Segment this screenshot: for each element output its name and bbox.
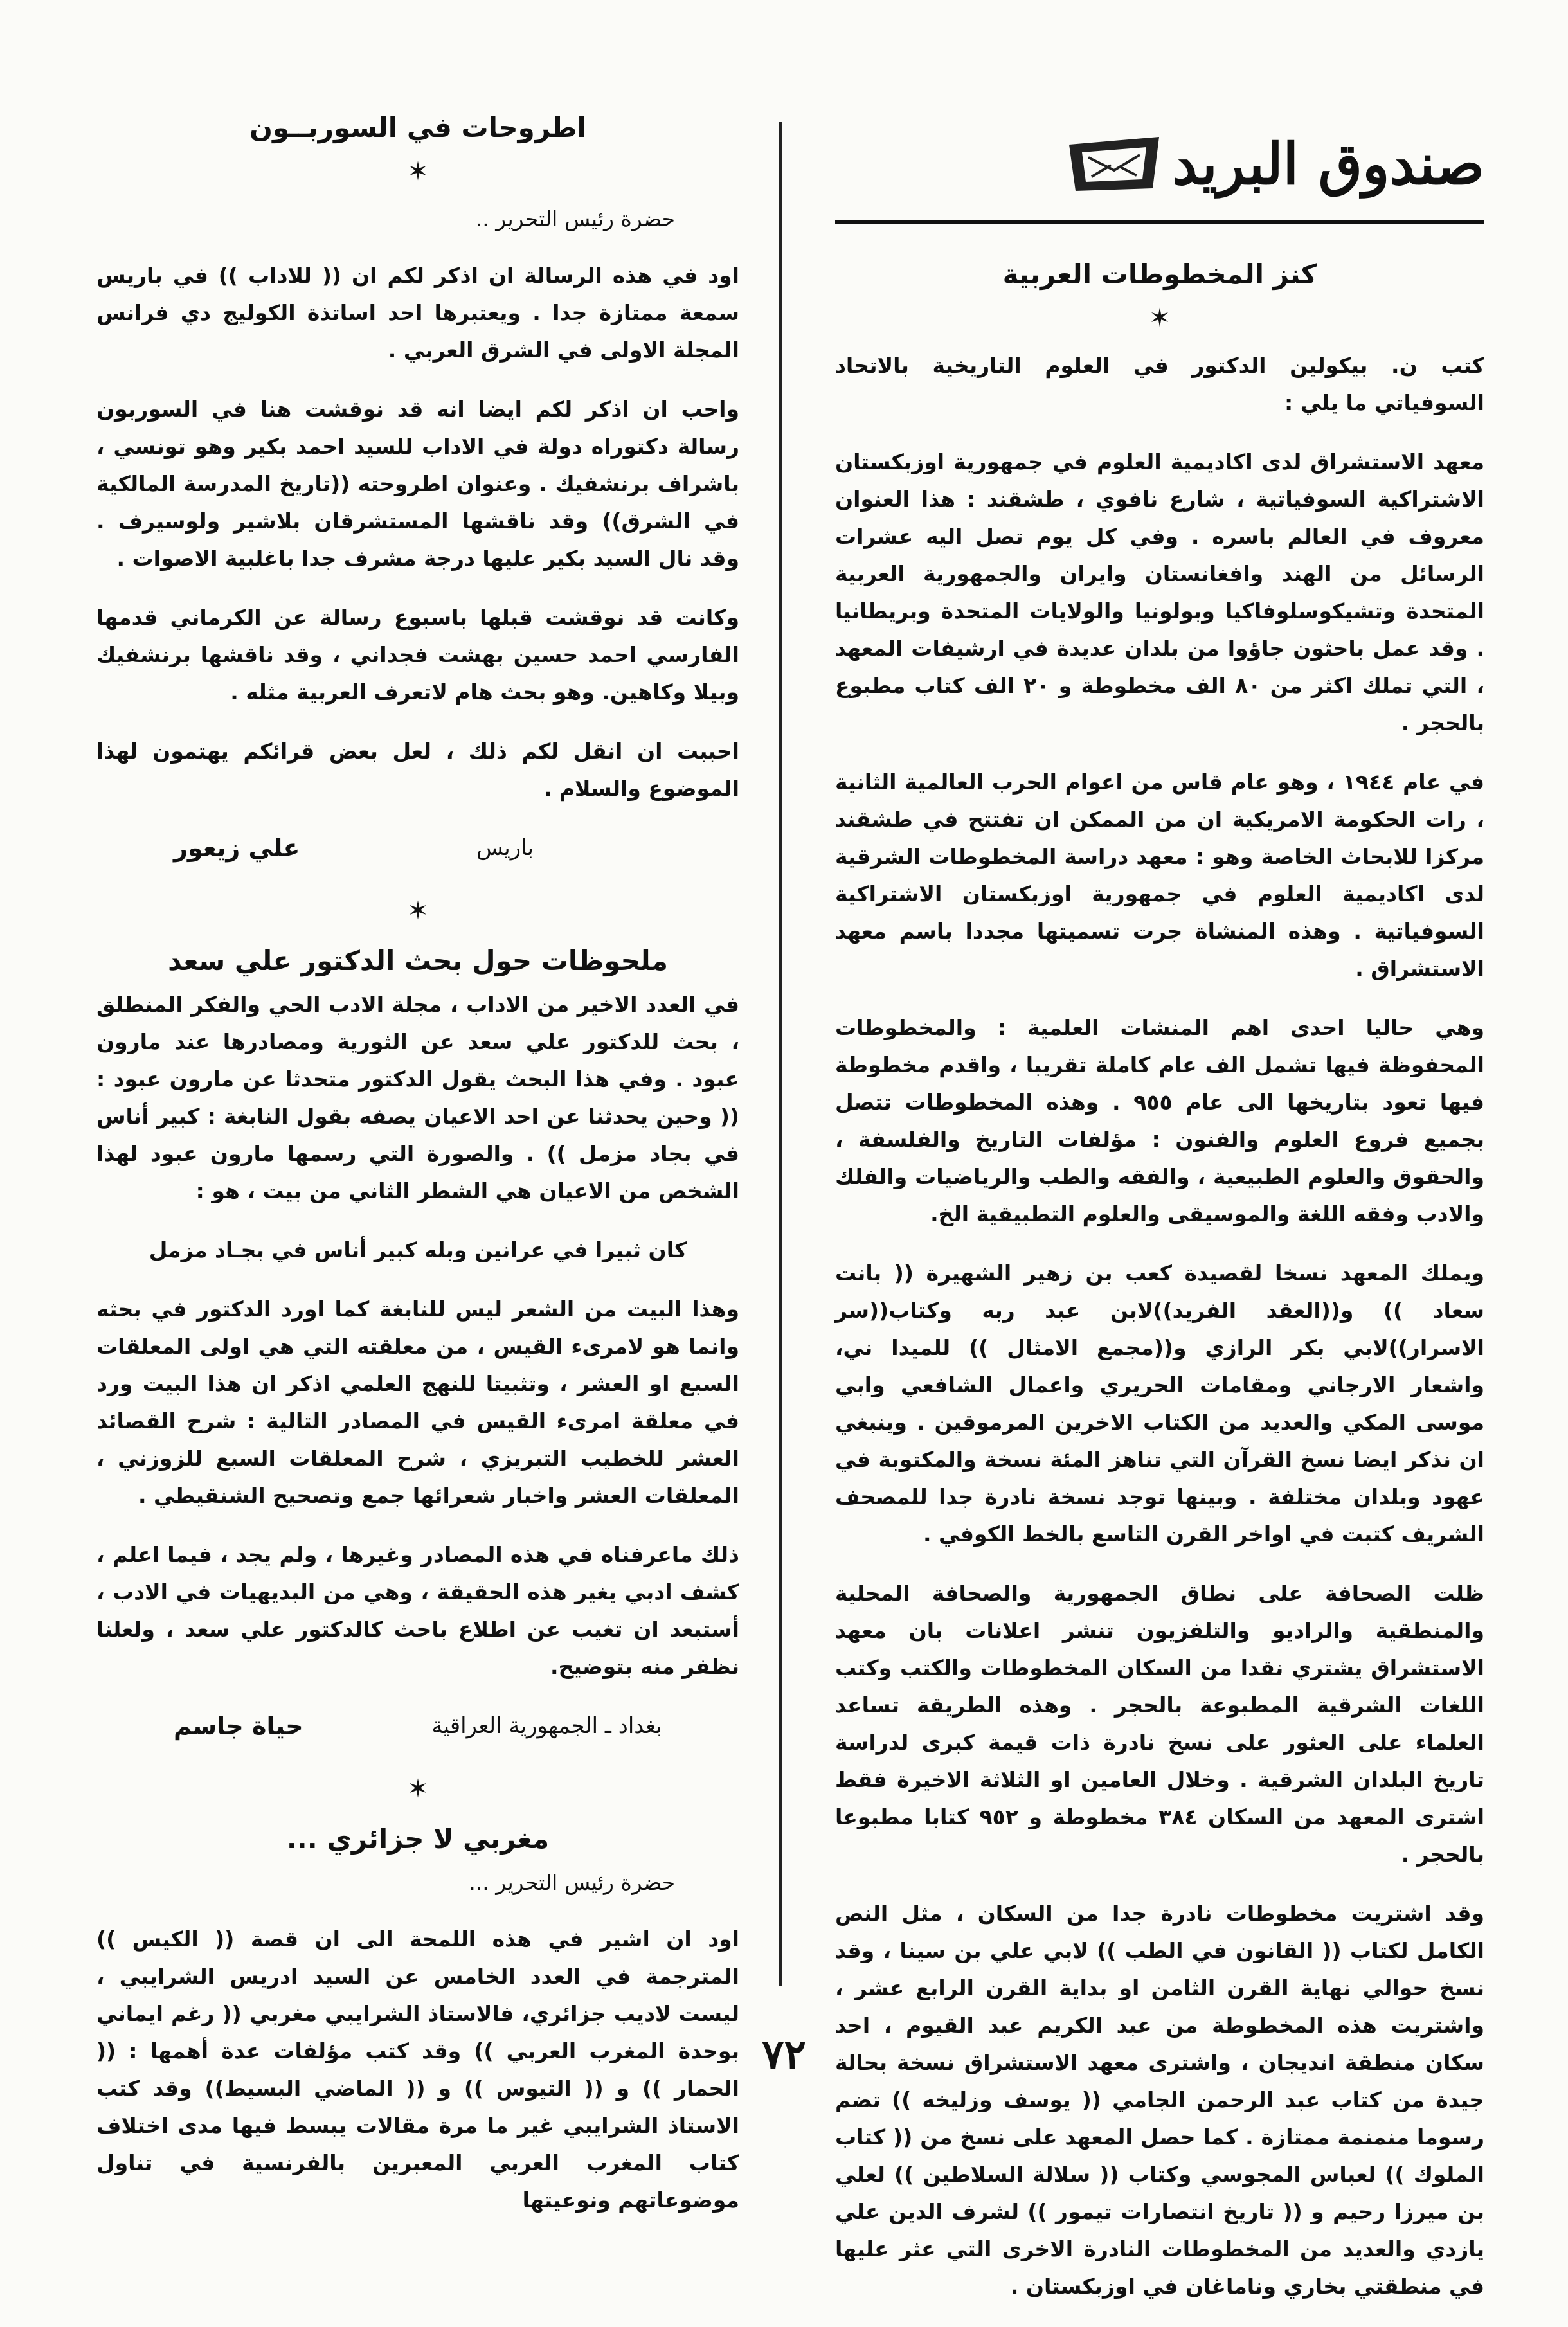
salutation: حضرة رئيس التحرير ..	[475, 206, 675, 231]
poem-verse: كان ثبيرا في عرانين وبله كبير أناس في بجـاد مزمل	[149, 1237, 687, 1262]
signature-author: حياة جاسم	[174, 1712, 303, 1740]
left-column	[96, 96, 739, 2241]
right-column	[835, 96, 1484, 2327]
star-icon: ✶	[407, 157, 429, 186]
signature	[96, 829, 739, 867]
paragraph: اود ان اشير في هذه اللمحة الى ان قصة (( الكيس )) المترجمة في العدد الخامس عن السيد ادريس الشرايبي ، ليست لاديب جزائري، فالاستاذ الشرايبي مغربي (( رغم ايماني بوحدة المغرب العربي )) وقد كتب مؤلفات عدة أهمها : (( الحمار )) و (( التيوس )) و (( الماضي البسيط)) وقد كتب الاستاذ الشرايبي غير ما مرة مقالات يبسط فيها مدى اختلاف كتاب المغرب العربي المعبرين بالفرنسية في تناول موضوعاتهم ونوعيتها	[96, 1927, 739, 2213]
signature-place: باريس	[476, 835, 534, 861]
signature-place: بغداد ـ الجمهورية العراقية	[431, 1713, 662, 1739]
paragraph: وهذا البيت من الشعر ليس للنابغة كما اورد الدكتور في بحثه وانما هو لامرىء القيس ، من معلقته التي هي اولى المعلقات السبع او العشر ، وتثبيتا للنهج العلمي اذكر ان هذا البيت ورد في معلقة امرىء القيس في المصادر التالية : شرح القصائد العشر للخطيب التبريزي ، شرح المعلقات السبع للزوزني ، المعلقات العشر واخبار شعرائها جمع وتصحيح الشنقيطي .	[96, 1297, 739, 1508]
masthead-rule	[835, 220, 1484, 224]
article-intro: كتب ن. بيكولين الدكتور في العلوم التاريخية بالاتحاد السوفياتي ما يلي :	[835, 353, 1484, 415]
paragraph: معهد الاستشراق لدى اكاديمية العلوم في جمهورية اوزبكستان الاشتراكية السوفياتية ، شارع نافوي ، طشقند : هذا العنوان معروف في العالم باسره . وفي كل يوم تصل اليه عشرات الرسائل من الهند وافغانستان وايران والجمهورية العربية المتحدة وتشيكوسلوفاكيا وبولونيا والولايات المتحدة وبريطانيا . وقد عمل باحثون جاؤوا من بلدان عديدة في ارشيفات المعهد ، التي تملك اكثر من ٨٠ الف مخطوطة و ٢٠ الف كتاب مطبوع بالحجر .	[835, 449, 1484, 735]
article-title-notes: ملحوظات حول بحث الدكتور علي سعد	[167, 945, 669, 976]
masthead	[835, 109, 1484, 219]
paragraph: في العدد الاخير من الاداب ، مجلة الادب الحي والفكر المنطلق ، بحث للدكتور علي سعد عن الثورية ومصادرها عند مارون عبود . وفي هذا البحث يقول الدكتور متحدثا عن مارون عبود : (( وحين يحدثنا عن احد الاعيان يصفه بقول النابغة : كبير أناس في بجاد مزمل )) . والصورة التي رسمها مارون عبود لهذا الشخص من الاعيان هي الشطر الثاني من بيت ، هو :	[96, 992, 739, 1203]
paragraph: ظلت الصحافة على نطاق الجمهورية والصحافة المحلية والمنطقية والراديو والتلفزيون تنشر اعلانات بان معهد الاستشراق يشتري نقدا من السكان المخطوطات والكتب وكتب اللغات الشرقية المطبوعة بالحجر . وهذه الطريقة تساعد العلماء على العثور على نسخ نادرة ذات قيمة كبرى لدراسة تاريخ البلدان الشرقية . وخلال العامين او الثلاثة الاخيرة فقط اشترى المعهد من السكان ٣٨٤ مخطوطة و ٩٥٢ كتابا مطبوعا بالحجر .	[835, 1581, 1485, 1867]
star-icon: ✶	[407, 1774, 429, 1804]
star-icon: ✶	[1149, 303, 1171, 333]
page-number: ٧٢	[762, 2031, 806, 2079]
paragraph: في عام ١٩٤٤ ، وهو عام قاس من اعوام الحرب العالمية الثانية ، رات الحكومة الامريكية ان من الممكن ان تفتتح في طشقند مركزا للابحاث الخاصة وهو : معهد دراسة المخطوطات الشرقية لدى اكاديمية العلوم في جمهورية اوزبكستان الاشتراكية السوفياتية . وهذه المنشاة جرت تسميتها مجددا باسم معهد الاستشراق .	[835, 769, 1484, 981]
masthead-title: صندوق البريد	[1172, 130, 1484, 197]
paragraph: ذلك ماعرفناه في هذه المصادر وغيرها ، ولم يجد ، فيما اعلم ، كشف ادبي يغير هذه الحقيقة ، وهي من البديهيات في الادب ، أستبعد ان تغيب عن اطلاع باحث كالدكتور علي سعد ، ولعلنا نظفر منه بتوضيح.	[96, 1542, 739, 1679]
manuscripts-body	[835, 444, 1484, 2305]
paragraph: ويملك المعهد نسخا لقصيدة كعب بن زهير الشهيرة (( بانت سعاد )) و((العقد الفريد))لابن عبد ربه وكتاب((سر الاسرار))لابي بكر الرازي و((مجمع الامثال )) للميدا ني، واشعار الارجاني ومقامات الحريري واعمال الشافعي وابي موسى المكي والعديد من الكتاب الاخرين المرموقين . وينبغي ان نذكر ايضا نسخ القرآن التي تناهز المئة نسخة والمكتوبة في عهود وبلدان مختلفة . وبينها توجد نسخة نادرة جدا للمصحف الشريف كتبت في اواخر القرن التاسع بالخط الكوفي .	[835, 1261, 1484, 1547]
paragraph: وقد اشتريت مخطوطات نادرة جدا من السكان ، مثل النص الكامل لكتاب (( القانون في الطب )) لابي علي بن سينا ، وقد نسخ حوالي نهاية القرن الثامن او بداية القرن الرابع عشر ، واشتريت هذه المخطوطة من عبد الكريم عبد القيوم ، احد سكان منطقة انديجان ، واشترى معهد الاستشراق نسخة بحالة جيدة من كتاب عبد الرحمن الجامي (( يوسف وزليخه )) تضم رسوما منمنمة ممتازة . كما حصل المعهد على نسخ من (( كتاب الملوك )) لعباس المجوسي وكتاب (( سلالة السلاطين )) لعلي بن ميرزا رحيم و (( تاريخ انتصارات تيمور )) لشرف الدين علي يازدي والعديد من المخطوطات النادرة الاخرى التي عثر عليها في منطقتي بخاري وناماغان في اوزبكستان .	[835, 1901, 1484, 2299]
paragraph: وكانت قد نوقشت قبلها باسبوع رسالة عن الكرماني قدمها الفارسي احمد حسين بهشت فجداني ، وقد ناقشها برنشفيك وبيلا وكاهين. وهو بحث هام لاتعرف العربية مثله .	[96, 605, 739, 705]
paragraph: احببت ان انقل لكم ذلك ، لعل بعض قرائكم يهتمون لهذا الموضوع والسلام .	[96, 739, 739, 801]
signature-author: علي زيعور	[174, 834, 300, 862]
envelope-ornament-icon	[1063, 132, 1166, 196]
paragraph: اود في هذه الرسالة ان اذكر لكم ان (( للاداب )) في باريس سمعة ممتازة جدا . ويعتبرها احد اساتذة الكوليج دي فرانس المجلة الاولى في الشرق العربي .	[96, 263, 739, 363]
column-divider	[779, 122, 782, 1986]
article-title-manuscripts: كنز المخطوطات العربية	[1002, 258, 1317, 290]
star-icon: ✶	[407, 896, 429, 926]
paragraph: واحب ان اذكر لكم ايضا انه قد نوقشت هنا في السوربون رسالة دكتوراه دولة في الاداب للسيد احمد بكير وهو تونسي ، باشراف برنشفيك . وعنوان اطروحته ((تاريخ المدرسة المالكية في الشرق)) وقد ناقشها المستشرقان بلاشير ولوسيرف . وقد نال السيد بكير عليها درجة مشرف جدا باغلبية الاصوات .	[96, 397, 739, 571]
paragraph: وهي حاليا احدى اهم المنشات العلمية : والمخطوطات المحفوظة فيها تشمل الف عام كاملة تقريبا ، واقدم مخطوطة فيها تعود بتاريخها الى عام ٩٥٥ . وهذه المخطوطات تتصل بجميع فروع العلوم والفنون : مؤلفات التاريخ والفلسفة ، والحقوق والعلوم الطبيعية ، والفقه والطب والرياضيات والفلك والادب وفقه اللغة والموسيقى والعلوم التطبيقية الخ.	[835, 1015, 1485, 1226]
article-title-sorbonne: اطروحات في السوربــون	[249, 112, 586, 143]
signature	[96, 1707, 739, 1745]
salutation: حضرة رئيس التحرير ...	[469, 1870, 675, 1895]
article-title-moroccan: مغربي لا جزائري ...	[286, 1823, 550, 1855]
